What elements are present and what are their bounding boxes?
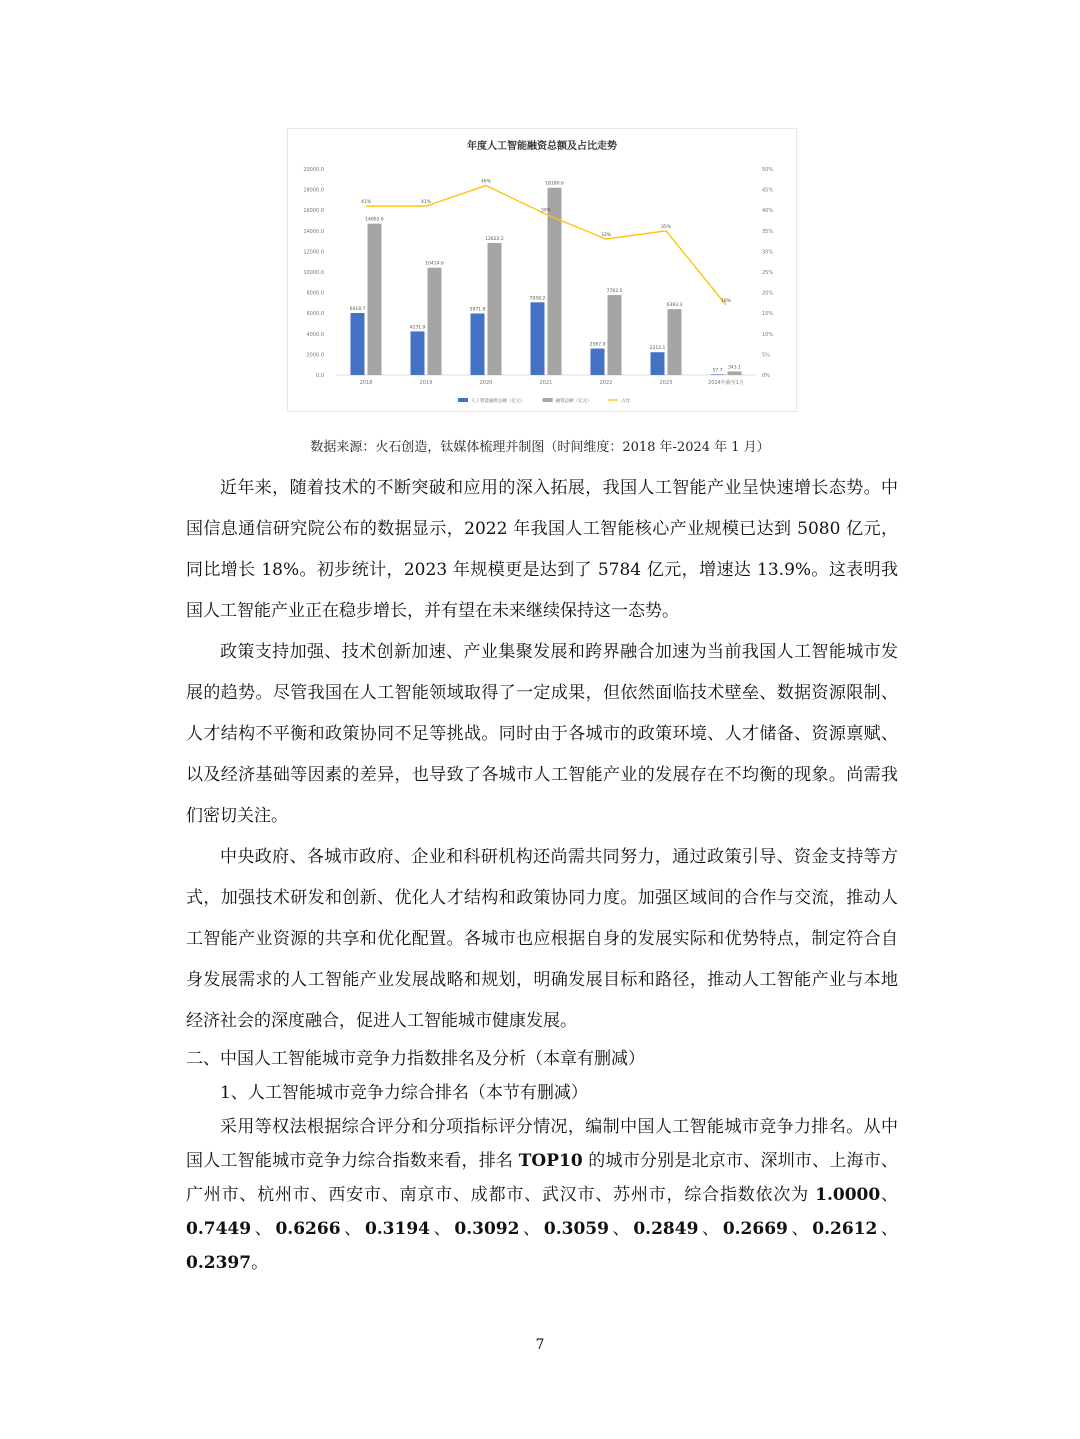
x-tick-label: 2020 (479, 380, 493, 386)
bar-total-funding-label: 7762.5 (606, 289, 623, 295)
legend-label: 占比 (621, 399, 630, 404)
y-tick-label: 6000.0 (306, 311, 324, 318)
y-tick-label: 10000.0 (303, 270, 324, 276)
ranking-score-separator: 、 (251, 1219, 276, 1239)
bar-total-funding-label: 12822.2 (485, 236, 504, 242)
ranking-top-label: TOP10 (518, 1151, 583, 1171)
y2-tick-label: 35% (762, 228, 774, 235)
x-tick-label: 2021 (539, 380, 553, 386)
funding-chart-svg (288, 129, 796, 411)
y-tick-label: 2000.0 (306, 352, 324, 359)
ranking-score: 0.2849 (633, 1219, 699, 1239)
paragraph-recommendations: 中央政府、各城市政府、企业和科研机构还尚需共同努力，通过政策引导、资金支持等方式，加强技术研发和创新、优化人才结构和政策协同力度。加强区域间的合作与交流，推动人工智能产业资源的共享和优化配置。各城市也应根据自身的发展实际和优势特点，制定符合自身发展需求的人工智能产业发展战略和规划，明确发展目标和路径，推动人工智能产业与本地经济社会的深度融合，促进人工智能城市健康发展。 (186, 847, 898, 1031)
bar-ai-funding (591, 349, 605, 375)
y2-tick-label: 30% (762, 249, 774, 256)
bar-total-funding-label: 18180.6 (545, 181, 564, 187)
y2-tick-label: 45% (762, 187, 774, 194)
bar-ai-funding (711, 374, 725, 375)
ranking-score: 0.3194 (364, 1219, 430, 1239)
y2-tick-label: 25% (762, 270, 774, 276)
y2-tick-label: 10% (762, 331, 774, 338)
y-tick-label: 8000.0 (306, 290, 324, 297)
line-share-label: 33% (600, 233, 612, 239)
bar-total-funding (668, 309, 682, 375)
bar-total-funding (728, 371, 742, 375)
ranking-score: 0.2612 (812, 1219, 878, 1239)
page-number: 7 (535, 1337, 545, 1353)
ranking-score-separator: 、 (880, 1185, 899, 1205)
bar-total-funding (488, 243, 502, 375)
bar-total-funding-label: 14692.6 (365, 217, 384, 223)
x-tick-label: 2023 (659, 380, 673, 386)
section-heading: 二、中国人工智能城市竞争力指数排名及分析（本章有删减） (186, 1049, 645, 1069)
y-tick-label: 20000.0 (303, 167, 324, 173)
chart-title: 年度人工智能融资总额及占比走势 (467, 141, 617, 152)
bar-total-funding-label: 10414.6 (425, 261, 444, 267)
ranking-score: 1.0000 (815, 1185, 881, 1205)
bar-ai-funding (531, 302, 545, 375)
legend-swatch (543, 398, 553, 402)
y-tick-label: 4000.0 (306, 331, 324, 338)
ranking-score: 0.2669 (722, 1219, 788, 1239)
paragraph-trends-challenges: 政策支持加强、技术创新加速、产业集聚发展和跨界融合加速为当前我国人工智能城市发展的趋势。尽管我国在人工智能领域取得了一定成果，但依然面临技术壁垒、数据资源限制、人才结构不平衡和政策协同不足等挑战。同时由于各城市的政策环境、人才储备、资源禀赋、以及经济基础等因素的差异，也导致了各城市人工智能产业的发展存在不均衡的现象。尚需我们密切关注。 (186, 642, 898, 826)
ranking-score-separator: 、 (608, 1219, 634, 1239)
ranking-cities: 的城市分别是北京市、深圳市、上海市、广州市、杭州市、西安市、南京市、成都市、武汉市、苏州市，综合指数依次为 (186, 1151, 898, 1205)
ranking-intro: 采用等权法根据综合评分和分项指标评分情况，编制中国人工智能城市竞争力排名。从中国人工智能城市竞争力综合指数来看，排名 (186, 1117, 898, 1171)
bar-ai-funding-label: 6018.7 (349, 307, 366, 313)
body-text (186, 468, 898, 1280)
y2-tick-label: 0% (762, 373, 770, 379)
bar-total-funding (608, 295, 622, 375)
legend-label: 融资总额（亿元） (555, 399, 592, 404)
x-tick-label: 2019 (419, 380, 433, 386)
ranking-end-mark: 。 (251, 1253, 269, 1273)
y2-tick-label: 15% (762, 311, 774, 318)
ranking-score: 0.7449 (186, 1219, 252, 1239)
ranking-score-separator: 、 (340, 1219, 365, 1239)
legend-swatch (458, 398, 468, 402)
x-tick-label: 2024年截至1月 (708, 380, 744, 386)
ranking-score: 0.3092 (454, 1219, 520, 1239)
bar-ai-funding (351, 313, 365, 375)
x-tick-label: 2022 (599, 380, 613, 386)
bar-ai-funding-label: 4231.9 (409, 325, 426, 331)
y-tick-label: 12000.0 (303, 249, 324, 256)
ranking-score: 0.6266 (275, 1219, 341, 1239)
line-share-label: 18% (720, 298, 732, 304)
ranking-score: 0.2397 (186, 1253, 252, 1273)
bar-ai-funding-label: 5971.8 (469, 307, 486, 313)
y2-tick-label: 40% (762, 208, 774, 215)
y2-tick-label: 5% (762, 352, 770, 359)
y-tick-label: 14000.0 (303, 228, 324, 235)
line-share-label: 39% (540, 208, 552, 214)
line-share-label: 41% (360, 200, 372, 206)
paragraph-industry-growth: 近年来，随着技术的不断突破和应用的深入拓展，我国人工智能产业呈快速增长态势。中国信息通信研究院公布的数据显示，2022 年我国人工智能核心产业规模已达到 5080 亿元，同比增长 18%。初步统计，2023 年规模更是达到了 5784 亿元，增速达 13.9%。这表明我国人工智能产业正在稳步增长，并有望在未来继续保持这一态势。 (186, 478, 898, 621)
bar-ai-funding-label: 2567.9 (589, 342, 606, 348)
bar-total-funding-label: 343.1 (728, 365, 741, 371)
ranking-score-separator: 、 (430, 1219, 455, 1239)
y-tick-label: 0.0 (316, 373, 324, 379)
funding-chart (287, 128, 797, 412)
bar-ai-funding-label: 2212.1 (649, 346, 666, 352)
line-share-label: 46% (480, 179, 492, 185)
line-share-label: 35% (660, 224, 672, 230)
bar-total-funding (428, 268, 442, 375)
ranking-score-separator: 、 (698, 1219, 723, 1239)
y-tick-label: 18000.0 (303, 187, 324, 194)
chart-caption: 数据来源：火石创造，钛媒体梳理并制图（时间维度：2018 年-2024 年 1 月） (310, 440, 770, 455)
ranking-score: 0.3059 (543, 1219, 609, 1239)
legend-label: 人工智能融资总额（亿元） (471, 399, 525, 404)
x-tick-label: 2018 (359, 380, 373, 386)
ranking-score-separator: 、 (877, 1219, 899, 1239)
y-tick-label: 16000.0 (303, 208, 324, 215)
y2-tick-label: 20% (762, 290, 774, 297)
bar-total-funding-label: 6393.3 (666, 303, 683, 309)
paragraph-ranking (186, 1110, 898, 1280)
bar-ai-funding-label: 57.7 (712, 368, 723, 374)
bar-ai-funding (471, 313, 485, 375)
bar-ai-funding (411, 331, 425, 375)
bar-total-funding (368, 224, 382, 375)
y2-tick-label: 50% (762, 167, 774, 173)
ranking-score-separator: 、 (787, 1219, 813, 1239)
line-share-label: 41% (420, 200, 432, 206)
bar-ai-funding (651, 352, 665, 375)
bar-ai-funding-label: 7058.2 (529, 296, 546, 302)
ranking-score-separator: 、 (519, 1219, 544, 1239)
subsection-heading: 1、人工智能城市竞争力综合排名（本节有删减） (220, 1083, 588, 1103)
